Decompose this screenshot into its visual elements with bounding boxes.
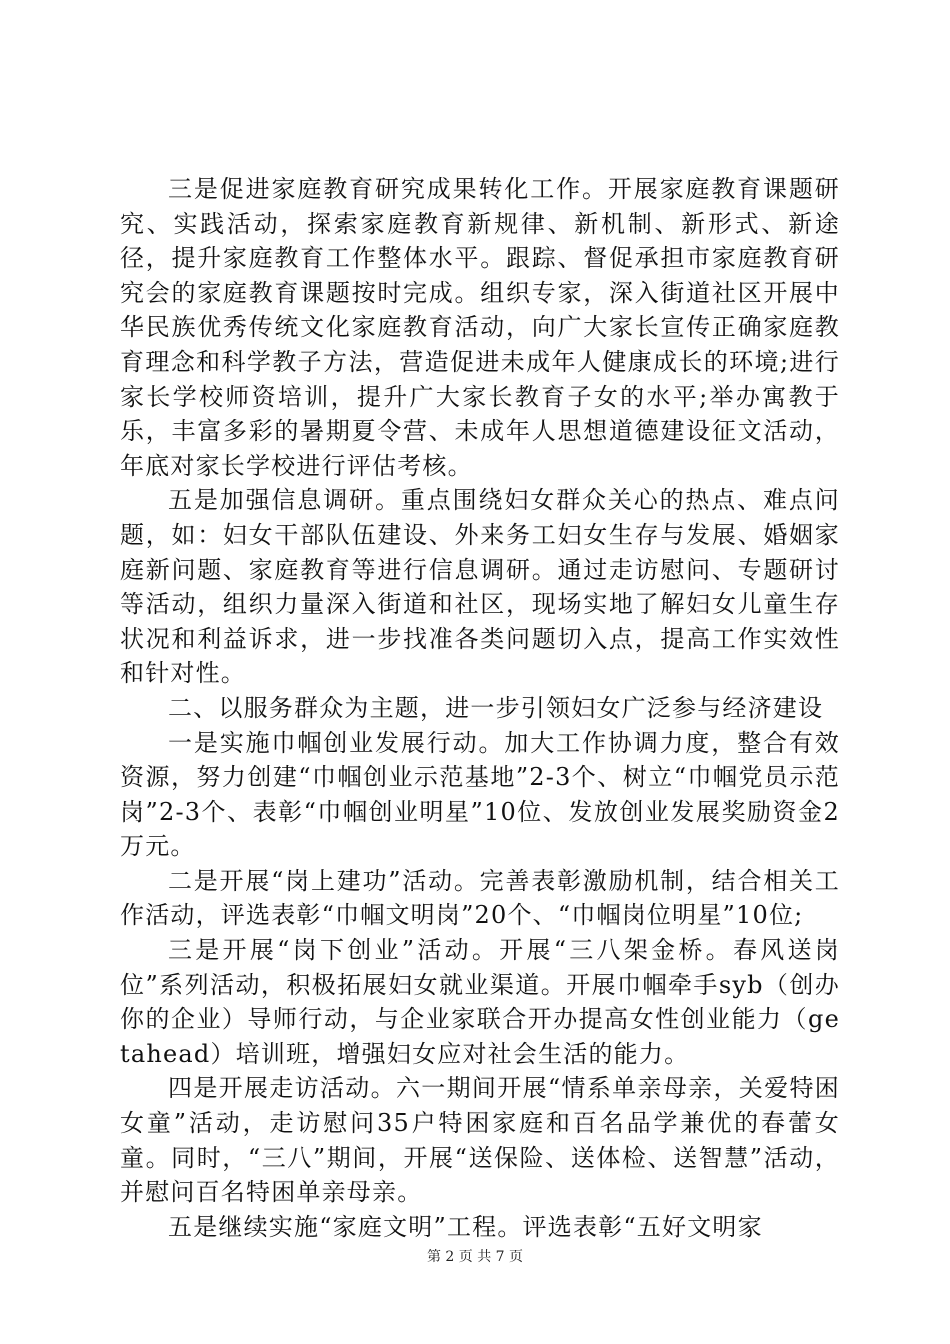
paragraph: 三是促进家庭教育研究成果转化工作。开展家庭教育课题研究、实践活动，探索家庭教育新规律、新机制、新形式、新途径，提升家庭教育工作整体水平。跟踪、督促承担市家庭教育研究会的家庭教育课题按时完成。组织专家，深入街道社区开展中华民族优秀传统文化家庭教育活动，向广大家长宣传正确家庭教育理念和科学教子方法，营造促进未成年人健康成长的环境;进行家长学校师资培训，提升广大家长教育子女的水平;举办寓教于乐，丰富多彩的暑期夏令营、未成年人思想道德建设征文活动，年底对家长学校进行评估考核。 [120,175,840,480]
page-number-footer: 第 2 页 共 7 页 [426,1249,524,1265]
paragraph: 二是开展“岗上建功”活动。完善表彰激励机制，结合相关工作活动，评选表彰“巾帼文明岗”20个、“巾帼岗位明星”10位; [120,866,840,930]
section-heading: 二、以服务群众为主题，进一步引领妇女广泛参与经济建设 [168,693,824,722]
paragraph: 三是开展“岗下创业”活动。开展“三八架金桥。春风送岗位”系列活动，积极拓展妇女就业渠道。开展巾帼牵手syb（创办你的企业）导师行动，与企业家联合开办提高女性创业能力（getahead）培训班，增强妇女应对社会生活的能力。 [120,936,840,1068]
paragraph: 五是加强信息调研。重点围绕妇女群众关心的热点、难点问题，如：妇女干部队伍建设、外来务工妇女生存与发展、婚姻家庭新问题、家庭教育等进行信息调研。通过走访慰问、专题研讨等活动，组织力量深入街道和社区，现场实地了解妇女儿童生存状况和利益诉求，进一步找准各类问题切入点，提高工作实效性和针对性。 [120,486,840,688]
paragraph: 四是开展走访活动。六一期间开展“情系单亲母亲，关爱特困女童”活动，走访慰问35户特困家庭和百名品学兼优的春蕾女童。同时，“三八”期间，开展“送保险、送体检、送智慧”活动，并慰问百名特困单亲母亲。 [120,1074,840,1207]
paragraph: 一是实施巾帼创业发展行动。加大工作协调力度，整合有效资源，努力创建“巾帼创业示范基地”2-3个、树立“巾帼党员示范岗”2-3个、表彰“巾帼创业明星”10位、发放创业发展奖励资金2万元。 [120,728,840,861]
paragraph: 五是继续实施“家庭文明”工程。评选表彰“五好文明家 [168,1212,763,1241]
document-body [120,172,840,1244]
